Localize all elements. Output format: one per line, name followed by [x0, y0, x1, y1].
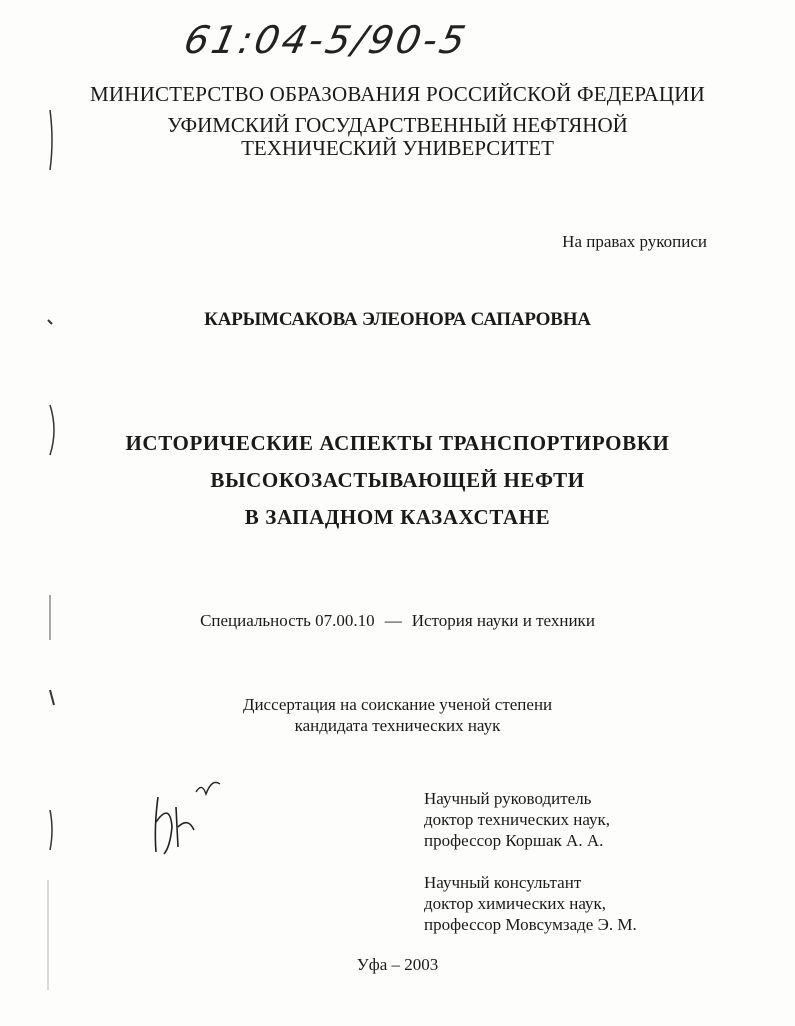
university-line-2: ТЕХНИЧЕСКИЙ УНИВЕРСИТЕТ [241, 136, 554, 160]
ministry-name: МИНИСТЕРСТВО ОБРАЗОВАНИЯ РОССИЙСКОЙ ФЕДЕРАЦИИ [89, 82, 705, 106]
title-line-2: ВЫСОКОЗАСТЫВАЮЩЕЙ НЕФТИ [210, 468, 585, 492]
scientific-supervisor [424, 788, 610, 851]
degree-line-2: кандидата технических наук [294, 716, 501, 735]
supervisor-degree: доктор технических наук, [424, 810, 611, 829]
author-name: КАРЫМСАКОВА ЭЛЕОНОРА САПАРОВНА [204, 309, 591, 330]
scientific-consultant [424, 872, 637, 935]
handwritten-signature [150, 772, 230, 862]
consultant-role: Научный консультант [424, 873, 582, 892]
specialty-label: Специальность 07.00.10 [200, 611, 375, 630]
archive-code: 61:04-5/90-5 [180, 18, 473, 62]
consultant-degree: доктор химических наук, [424, 894, 607, 913]
title-line-3: В ЗАПАДНОМ КАЗАХСТАНЕ [244, 505, 551, 529]
title-line-1: ИСТОРИЧЕСКИЕ АСПЕКТЫ ТРАНСПОРТИРОВКИ [125, 431, 670, 455]
manuscript-note: На правах рукописи [562, 232, 707, 251]
degree-line-1: Диссертация на соискание ученой степени [242, 695, 553, 714]
city-year: Уфа – 2003 [356, 955, 439, 974]
supervisor-role: Научный руководитель [424, 789, 592, 808]
dissertation-title [0, 425, 795, 536]
specialty-separator: — [384, 611, 402, 630]
supervisor-name: профессор Коршак А. А. [424, 831, 604, 850]
university-line-1: УФИМСКИЙ ГОСУДАРСТВЕННЫЙ НЕФТЯНОЙ [167, 113, 628, 137]
consultant-name: профессор Мовсумзаде Э. М. [424, 915, 637, 934]
degree-statement [0, 694, 795, 736]
university-name [0, 114, 795, 160]
specialty-name: История науки и техники [411, 611, 595, 630]
specialty [0, 611, 795, 631]
